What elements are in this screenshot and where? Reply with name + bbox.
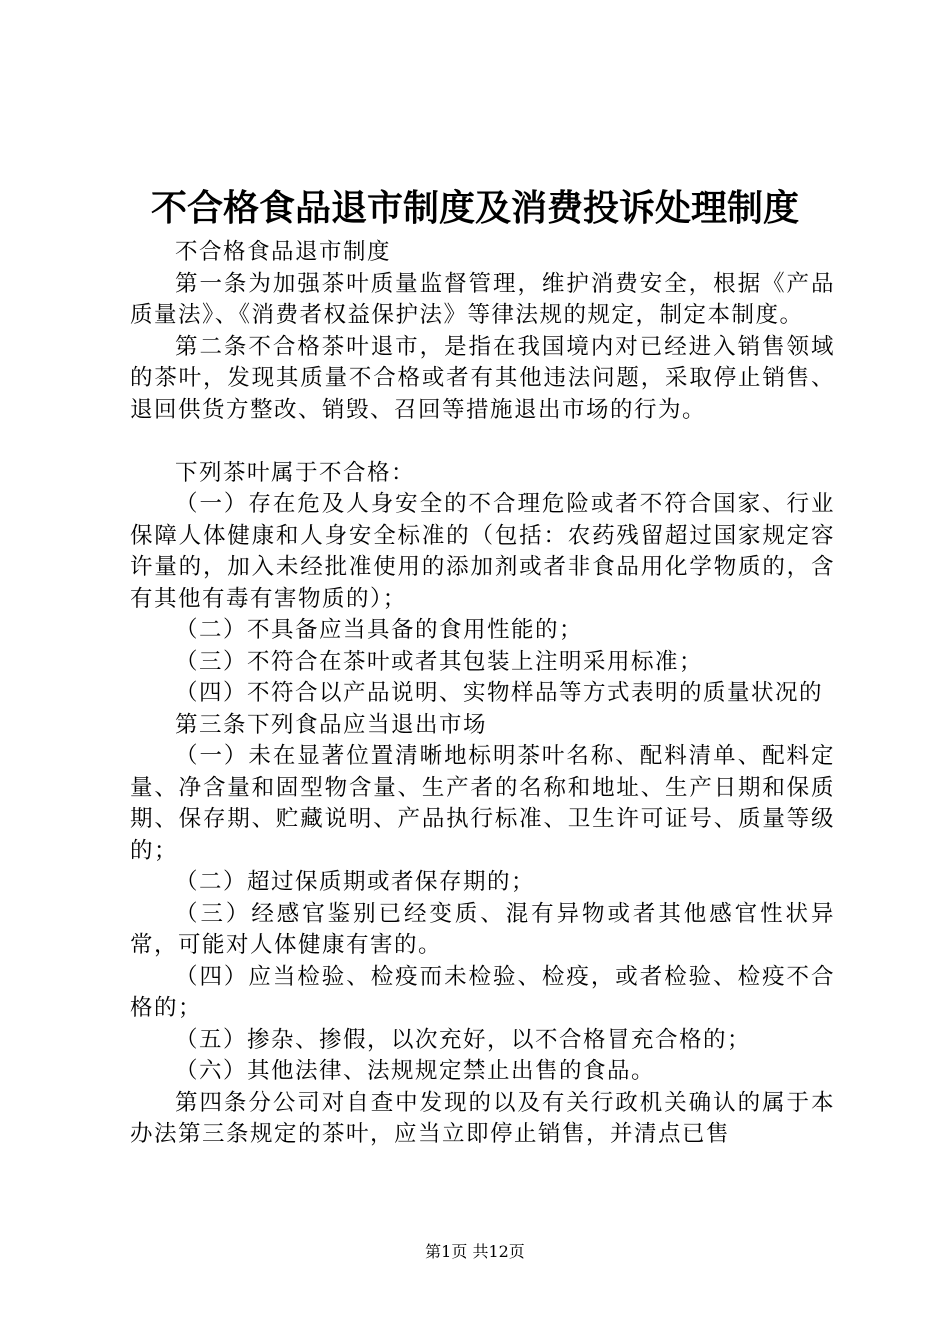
list-item: （五）掺杂、掺假，以次充好，以不合格冒充合格的； xyxy=(175,1026,752,1053)
article-paragraph: 第二条不合格茶叶退市，是指在我国境内对已经进入销售领域的茶叶，发现其质量不合格或者有其他违法问题，采取停止销售、退回供货方整改、销毁、召回等措施退出市场的行为。 xyxy=(130,333,835,423)
list-item: （三）经感官鉴别已经变质、混有异物或者其他感官性状异常，可能对人体健康有害的。 xyxy=(130,900,835,958)
page-footer: 第1页 共12页 xyxy=(425,1242,525,1261)
article-paragraph: 第四条分公司对自查中发现的以及有关行政机关确认的属于本办法第三条规定的茶叶，应当立即停止销售，并清点已售 xyxy=(130,1089,835,1147)
list-item: （四）应当检验、检疫而未检验、检疫，或者检验、检疫不合格的； xyxy=(130,963,835,1021)
document-title: 不合格食品退市制度及消费投诉处理制度 xyxy=(150,188,799,229)
list-intro: 下列茶叶属于不合格： xyxy=(175,459,416,486)
article-paragraph: 第三条下列食品应当退出市场 xyxy=(175,711,488,738)
list-item: （一）未在显著位置清晰地标明茶叶名称、配料清单、配料定量、净含量和固型物含量、生产者的名称和地址、生产日期和保质期、保存期、贮藏说明、产品执行标准、卫生许可证号、质量等级的； xyxy=(130,743,835,864)
list-item: （四）不符合以产品说明、实物样品等方式表明的质量状况的 xyxy=(175,680,824,706)
list-item: （二）不具备应当具备的食用性能的； xyxy=(175,617,584,643)
document-body xyxy=(130,237,835,1151)
section-heading: 不合格食品退市制度 xyxy=(175,239,392,265)
list-item: （一）存在危及人身安全的不合理危险或者不符合国家、行业保障人体健康和人身安全标准的（包括：农药残留超过国家规定容许量的，加入未经批准使用的添加剂或者非食品用化学物质的，含有其他有毒有害物质的）； xyxy=(130,491,835,612)
list-item: （六）其他法律、法规规定禁止出售的食品。 xyxy=(175,1058,656,1084)
list-item: （三）不符合在茶叶或者其包装上注明采用标准； xyxy=(175,648,704,675)
article-paragraph: 第一条为加强茶叶质量监督管理，维护消费安全，根据《产品质量法》、《消费者权益保护法》等律法规的规定，制定本制度。 xyxy=(130,270,835,328)
list-item: （二）超过保质期或者保存期的； xyxy=(175,869,536,895)
